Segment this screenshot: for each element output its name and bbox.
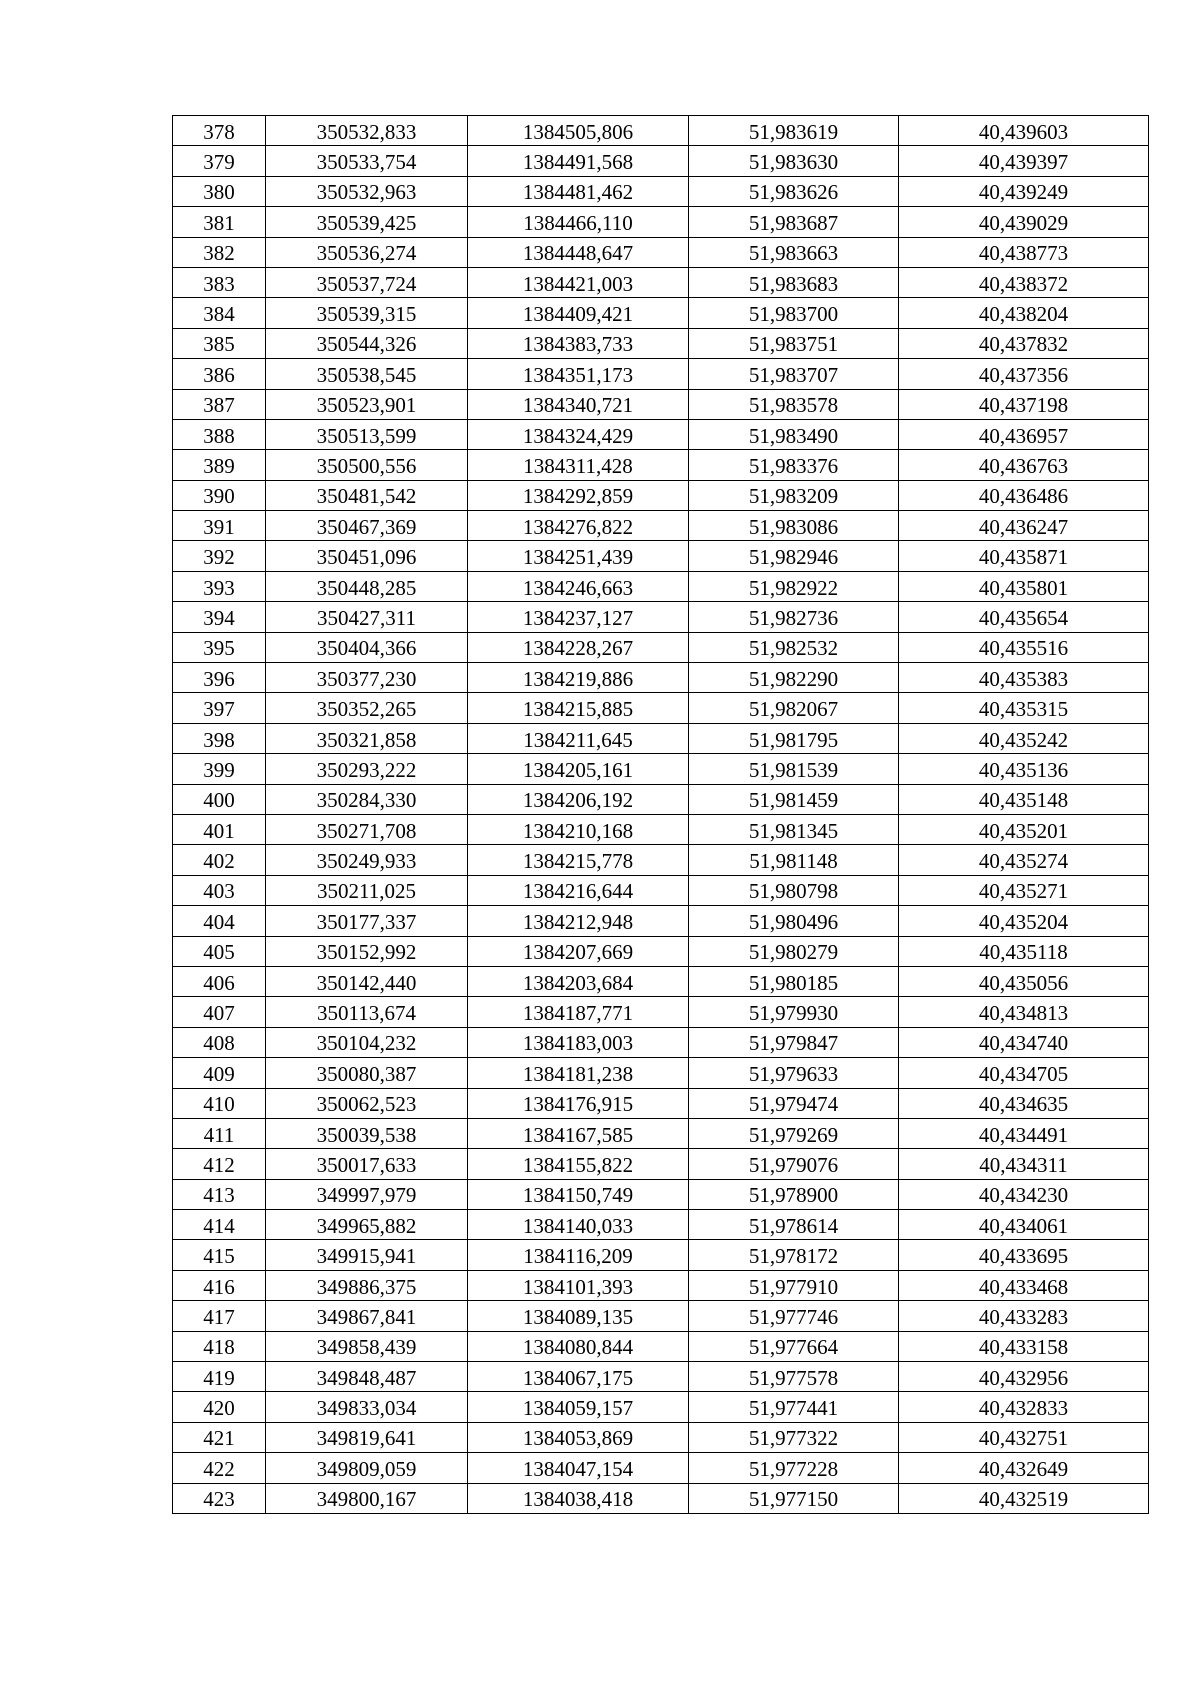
longitude-cell: 40,434491: [899, 1118, 1149, 1148]
longitude-cell: 40,435118: [899, 936, 1149, 966]
point-number-cell: 421: [173, 1422, 266, 1452]
point-number-cell: 414: [173, 1210, 266, 1240]
table-row: [173, 1088, 1149, 1118]
latitude-cell: 51,983663: [689, 237, 899, 267]
point-number-cell: 402: [173, 845, 266, 875]
latitude-cell: 51,980798: [689, 875, 899, 905]
point-number-cell: 412: [173, 1149, 266, 1179]
y-coordinate-cell: 1384216,644: [468, 875, 689, 905]
x-coordinate-cell: 349858,439: [266, 1331, 468, 1361]
longitude-cell: 40,436957: [899, 419, 1149, 449]
y-coordinate-cell: 1384383,733: [468, 328, 689, 358]
longitude-cell: 40,436763: [899, 450, 1149, 480]
x-coordinate-cell: 350321,858: [266, 723, 468, 753]
longitude-cell: 40,436247: [899, 511, 1149, 541]
x-coordinate-cell: 350500,556: [266, 450, 468, 480]
x-coordinate-cell: 350533,754: [266, 146, 468, 176]
point-number-cell: 381: [173, 207, 266, 237]
point-number-cell: 400: [173, 784, 266, 814]
longitude-cell: 40,437356: [899, 359, 1149, 389]
longitude-cell: 40,438372: [899, 267, 1149, 297]
y-coordinate-cell: 1384101,393: [468, 1270, 689, 1300]
table-row: [173, 1179, 1149, 1209]
latitude-cell: 51,983687: [689, 207, 899, 237]
y-coordinate-cell: 1384181,238: [468, 1058, 689, 1088]
point-number-cell: 390: [173, 480, 266, 510]
point-number-cell: 407: [173, 997, 266, 1027]
x-coordinate-cell: 350481,542: [266, 480, 468, 510]
x-coordinate-cell: 350284,330: [266, 784, 468, 814]
x-coordinate-cell: 350451,096: [266, 541, 468, 571]
table-row: [173, 328, 1149, 358]
longitude-cell: 40,437198: [899, 389, 1149, 419]
latitude-cell: 51,979076: [689, 1149, 899, 1179]
x-coordinate-cell: 350467,369: [266, 511, 468, 541]
latitude-cell: 51,983578: [689, 389, 899, 419]
latitude-cell: 51,977150: [689, 1483, 899, 1513]
x-coordinate-cell: 350539,315: [266, 298, 468, 328]
x-coordinate-cell: 350211,025: [266, 875, 468, 905]
latitude-cell: 51,983209: [689, 480, 899, 510]
table-row: [173, 116, 1149, 146]
longitude-cell: 40,434740: [899, 1027, 1149, 1057]
y-coordinate-cell: 1384211,645: [468, 723, 689, 753]
y-coordinate-cell: 1384047,154: [468, 1453, 689, 1483]
table-row: [173, 602, 1149, 632]
table-row: [173, 632, 1149, 662]
longitude-cell: 40,439029: [899, 207, 1149, 237]
x-coordinate-cell: 350523,901: [266, 389, 468, 419]
latitude-cell: 51,978900: [689, 1179, 899, 1209]
longitude-cell: 40,435654: [899, 602, 1149, 632]
table-row: [173, 1149, 1149, 1179]
point-number-cell: 403: [173, 875, 266, 905]
longitude-cell: 40,435516: [899, 632, 1149, 662]
latitude-cell: 51,982946: [689, 541, 899, 571]
point-number-cell: 413: [173, 1179, 266, 1209]
latitude-cell: 51,979633: [689, 1058, 899, 1088]
point-number-cell: 422: [173, 1453, 266, 1483]
longitude-cell: 40,439249: [899, 176, 1149, 206]
x-coordinate-cell: 350539,425: [266, 207, 468, 237]
table-row: [173, 1240, 1149, 1270]
y-coordinate-cell: 1384080,844: [468, 1331, 689, 1361]
x-coordinate-cell: 350113,674: [266, 997, 468, 1027]
y-coordinate-cell: 1384311,428: [468, 450, 689, 480]
latitude-cell: 51,979930: [689, 997, 899, 1027]
y-coordinate-cell: 1384059,157: [468, 1392, 689, 1422]
point-number-cell: 419: [173, 1362, 266, 1392]
table-row: [173, 419, 1149, 449]
y-coordinate-cell: 1384481,462: [468, 176, 689, 206]
coordinates-table-body: [173, 116, 1149, 1514]
table-row: [173, 267, 1149, 297]
longitude-cell: 40,435315: [899, 693, 1149, 723]
latitude-cell: 51,981795: [689, 723, 899, 753]
point-number-cell: 418: [173, 1331, 266, 1361]
x-coordinate-cell: 350377,230: [266, 663, 468, 693]
longitude-cell: 40,432649: [899, 1453, 1149, 1483]
table-row: [173, 298, 1149, 328]
y-coordinate-cell: 1384140,033: [468, 1210, 689, 1240]
x-coordinate-cell: 349886,375: [266, 1270, 468, 1300]
table-row: [173, 693, 1149, 723]
point-number-cell: 387: [173, 389, 266, 419]
table-row: [173, 541, 1149, 571]
longitude-cell: 40,432956: [899, 1362, 1149, 1392]
longitude-cell: 40,439603: [899, 116, 1149, 146]
table-row: [173, 1392, 1149, 1422]
latitude-cell: 51,981148: [689, 845, 899, 875]
y-coordinate-cell: 1384203,684: [468, 966, 689, 996]
point-number-cell: 397: [173, 693, 266, 723]
x-coordinate-cell: 350062,523: [266, 1088, 468, 1118]
latitude-cell: 51,979269: [689, 1118, 899, 1148]
latitude-cell: 51,983490: [689, 419, 899, 449]
point-number-cell: 411: [173, 1118, 266, 1148]
y-coordinate-cell: 1384207,669: [468, 936, 689, 966]
y-coordinate-cell: 1384505,806: [468, 116, 689, 146]
x-coordinate-cell: 350537,724: [266, 267, 468, 297]
point-number-cell: 415: [173, 1240, 266, 1270]
coordinates-table: [172, 115, 1149, 1514]
y-coordinate-cell: 1384215,885: [468, 693, 689, 723]
x-coordinate-cell: 350536,274: [266, 237, 468, 267]
y-coordinate-cell: 1384116,209: [468, 1240, 689, 1270]
latitude-cell: 51,983751: [689, 328, 899, 358]
latitude-cell: 51,982922: [689, 571, 899, 601]
y-coordinate-cell: 1384246,663: [468, 571, 689, 601]
latitude-cell: 51,982532: [689, 632, 899, 662]
y-coordinate-cell: 1384176,915: [468, 1088, 689, 1118]
x-coordinate-cell: 350142,440: [266, 966, 468, 996]
x-coordinate-cell: 350177,337: [266, 906, 468, 936]
latitude-cell: 51,983700: [689, 298, 899, 328]
point-number-cell: 378: [173, 116, 266, 146]
point-number-cell: 401: [173, 814, 266, 844]
x-coordinate-cell: 350427,311: [266, 602, 468, 632]
latitude-cell: 51,980279: [689, 936, 899, 966]
y-coordinate-cell: 1384150,749: [468, 1179, 689, 1209]
latitude-cell: 51,983619: [689, 116, 899, 146]
latitude-cell: 51,978614: [689, 1210, 899, 1240]
point-number-cell: 392: [173, 541, 266, 571]
y-coordinate-cell: 1384210,168: [468, 814, 689, 844]
table-row: [173, 207, 1149, 237]
longitude-cell: 40,434705: [899, 1058, 1149, 1088]
latitude-cell: 51,977746: [689, 1301, 899, 1331]
point-number-cell: 391: [173, 511, 266, 541]
latitude-cell: 51,981539: [689, 754, 899, 784]
table-row: [173, 936, 1149, 966]
table-row: [173, 1027, 1149, 1057]
x-coordinate-cell: 350039,538: [266, 1118, 468, 1148]
x-coordinate-cell: 349809,059: [266, 1453, 468, 1483]
latitude-cell: 51,978172: [689, 1240, 899, 1270]
table-row: [173, 1422, 1149, 1452]
longitude-cell: 40,434311: [899, 1149, 1149, 1179]
longitude-cell: 40,432519: [899, 1483, 1149, 1513]
table-row: [173, 1270, 1149, 1300]
y-coordinate-cell: 1384421,003: [468, 267, 689, 297]
y-coordinate-cell: 1384183,003: [468, 1027, 689, 1057]
longitude-cell: 40,435136: [899, 754, 1149, 784]
point-number-cell: 382: [173, 237, 266, 267]
x-coordinate-cell: 350538,545: [266, 359, 468, 389]
y-coordinate-cell: 1384219,886: [468, 663, 689, 693]
y-coordinate-cell: 1384448,647: [468, 237, 689, 267]
y-coordinate-cell: 1384491,568: [468, 146, 689, 176]
point-number-cell: 396: [173, 663, 266, 693]
x-coordinate-cell: 349848,487: [266, 1362, 468, 1392]
point-number-cell: 394: [173, 602, 266, 632]
x-coordinate-cell: 350271,708: [266, 814, 468, 844]
table-row: [173, 450, 1149, 480]
longitude-cell: 40,436486: [899, 480, 1149, 510]
x-coordinate-cell: 349819,641: [266, 1422, 468, 1452]
latitude-cell: 51,982067: [689, 693, 899, 723]
latitude-cell: 51,980185: [689, 966, 899, 996]
x-coordinate-cell: 350448,285: [266, 571, 468, 601]
latitude-cell: 51,983630: [689, 146, 899, 176]
table-row: [173, 1362, 1149, 1392]
longitude-cell: 40,435383: [899, 663, 1149, 693]
latitude-cell: 51,977578: [689, 1362, 899, 1392]
longitude-cell: 40,435204: [899, 906, 1149, 936]
point-number-cell: 399: [173, 754, 266, 784]
x-coordinate-cell: 350152,992: [266, 936, 468, 966]
y-coordinate-cell: 1384237,127: [468, 602, 689, 632]
x-coordinate-cell: 349915,941: [266, 1240, 468, 1270]
longitude-cell: 40,434813: [899, 997, 1149, 1027]
x-coordinate-cell: 350513,599: [266, 419, 468, 449]
point-number-cell: 393: [173, 571, 266, 601]
point-number-cell: 405: [173, 936, 266, 966]
x-coordinate-cell: 349833,034: [266, 1392, 468, 1422]
point-number-cell: 417: [173, 1301, 266, 1331]
latitude-cell: 51,977228: [689, 1453, 899, 1483]
point-number-cell: 410: [173, 1088, 266, 1118]
y-coordinate-cell: 1384466,110: [468, 207, 689, 237]
point-number-cell: 380: [173, 176, 266, 206]
point-number-cell: 385: [173, 328, 266, 358]
table-row: [173, 1301, 1149, 1331]
table-row: [173, 1483, 1149, 1513]
longitude-cell: 40,438773: [899, 237, 1149, 267]
point-number-cell: 379: [173, 146, 266, 176]
x-coordinate-cell: 350249,933: [266, 845, 468, 875]
x-coordinate-cell: 349867,841: [266, 1301, 468, 1331]
longitude-cell: 40,433283: [899, 1301, 1149, 1331]
latitude-cell: 51,982736: [689, 602, 899, 632]
latitude-cell: 51,979474: [689, 1088, 899, 1118]
longitude-cell: 40,435056: [899, 966, 1149, 996]
longitude-cell: 40,435801: [899, 571, 1149, 601]
table-row: [173, 966, 1149, 996]
latitude-cell: 51,977322: [689, 1422, 899, 1452]
y-coordinate-cell: 1384187,771: [468, 997, 689, 1027]
x-coordinate-cell: 349965,882: [266, 1210, 468, 1240]
longitude-cell: 40,434230: [899, 1179, 1149, 1209]
table-row: [173, 875, 1149, 905]
y-coordinate-cell: 1384228,267: [468, 632, 689, 662]
longitude-cell: 40,435201: [899, 814, 1149, 844]
longitude-cell: 40,434061: [899, 1210, 1149, 1240]
longitude-cell: 40,435871: [899, 541, 1149, 571]
y-coordinate-cell: 1384167,585: [468, 1118, 689, 1148]
table-row: [173, 754, 1149, 784]
latitude-cell: 51,977664: [689, 1331, 899, 1361]
x-coordinate-cell: 350532,833: [266, 116, 468, 146]
latitude-cell: 51,982290: [689, 663, 899, 693]
table-row: [173, 511, 1149, 541]
table-row: [173, 176, 1149, 206]
latitude-cell: 51,979847: [689, 1027, 899, 1057]
point-number-cell: 383: [173, 267, 266, 297]
table-row: [173, 906, 1149, 936]
y-coordinate-cell: 1384089,135: [468, 1301, 689, 1331]
table-row: [173, 663, 1149, 693]
point-number-cell: 384: [173, 298, 266, 328]
x-coordinate-cell: 350293,222: [266, 754, 468, 784]
longitude-cell: 40,433158: [899, 1331, 1149, 1361]
y-coordinate-cell: 1384067,175: [468, 1362, 689, 1392]
y-coordinate-cell: 1384292,859: [468, 480, 689, 510]
longitude-cell: 40,433468: [899, 1270, 1149, 1300]
longitude-cell: 40,435274: [899, 845, 1149, 875]
y-coordinate-cell: 1384038,418: [468, 1483, 689, 1513]
longitude-cell: 40,432833: [899, 1392, 1149, 1422]
point-number-cell: 386: [173, 359, 266, 389]
latitude-cell: 51,983376: [689, 450, 899, 480]
x-coordinate-cell: 350532,963: [266, 176, 468, 206]
y-coordinate-cell: 1384276,822: [468, 511, 689, 541]
table-row: [173, 1331, 1149, 1361]
table-row: [173, 146, 1149, 176]
longitude-cell: 40,432751: [899, 1422, 1149, 1452]
latitude-cell: 51,981459: [689, 784, 899, 814]
point-number-cell: 416: [173, 1270, 266, 1300]
table-row: [173, 1058, 1149, 1088]
longitude-cell: 40,435148: [899, 784, 1149, 814]
latitude-cell: 51,981345: [689, 814, 899, 844]
point-number-cell: 395: [173, 632, 266, 662]
point-number-cell: 404: [173, 906, 266, 936]
table-row: [173, 845, 1149, 875]
x-coordinate-cell: 349800,167: [266, 1483, 468, 1513]
x-coordinate-cell: 350404,366: [266, 632, 468, 662]
longitude-cell: 40,439397: [899, 146, 1149, 176]
point-number-cell: 398: [173, 723, 266, 753]
latitude-cell: 51,983707: [689, 359, 899, 389]
longitude-cell: 40,435242: [899, 723, 1149, 753]
x-coordinate-cell: 350017,633: [266, 1149, 468, 1179]
table-row: [173, 723, 1149, 753]
longitude-cell: 40,433695: [899, 1240, 1149, 1270]
latitude-cell: 51,977910: [689, 1270, 899, 1300]
y-coordinate-cell: 1384351,173: [468, 359, 689, 389]
y-coordinate-cell: 1384251,439: [468, 541, 689, 571]
latitude-cell: 51,983683: [689, 267, 899, 297]
table-row: [173, 1210, 1149, 1240]
x-coordinate-cell: 350352,265: [266, 693, 468, 723]
point-number-cell: 388: [173, 419, 266, 449]
point-number-cell: 420: [173, 1392, 266, 1422]
table-row: [173, 1453, 1149, 1483]
point-number-cell: 409: [173, 1058, 266, 1088]
y-coordinate-cell: 1384212,948: [468, 906, 689, 936]
table-row: [173, 480, 1149, 510]
x-coordinate-cell: 350544,326: [266, 328, 468, 358]
latitude-cell: 51,983626: [689, 176, 899, 206]
point-number-cell: 406: [173, 966, 266, 996]
table-row: [173, 784, 1149, 814]
point-number-cell: 408: [173, 1027, 266, 1057]
y-coordinate-cell: 1384206,192: [468, 784, 689, 814]
x-coordinate-cell: 349997,979: [266, 1179, 468, 1209]
y-coordinate-cell: 1384340,721: [468, 389, 689, 419]
table-row: [173, 389, 1149, 419]
table-row: [173, 237, 1149, 267]
longitude-cell: 40,437832: [899, 328, 1149, 358]
latitude-cell: 51,980496: [689, 906, 899, 936]
y-coordinate-cell: 1384215,778: [468, 845, 689, 875]
table-row: [173, 571, 1149, 601]
latitude-cell: 51,983086: [689, 511, 899, 541]
y-coordinate-cell: 1384409,421: [468, 298, 689, 328]
table-row: [173, 1118, 1149, 1148]
y-coordinate-cell: 1384053,869: [468, 1422, 689, 1452]
y-coordinate-cell: 1384324,429: [468, 419, 689, 449]
longitude-cell: 40,438204: [899, 298, 1149, 328]
point-number-cell: 389: [173, 450, 266, 480]
table-row: [173, 997, 1149, 1027]
x-coordinate-cell: 350104,232: [266, 1027, 468, 1057]
y-coordinate-cell: 1384155,822: [468, 1149, 689, 1179]
x-coordinate-cell: 350080,387: [266, 1058, 468, 1088]
latitude-cell: 51,977441: [689, 1392, 899, 1422]
longitude-cell: 40,435271: [899, 875, 1149, 905]
longitude-cell: 40,434635: [899, 1088, 1149, 1118]
point-number-cell: 423: [173, 1483, 266, 1513]
table-row: [173, 814, 1149, 844]
table-row: [173, 359, 1149, 389]
y-coordinate-cell: 1384205,161: [468, 754, 689, 784]
